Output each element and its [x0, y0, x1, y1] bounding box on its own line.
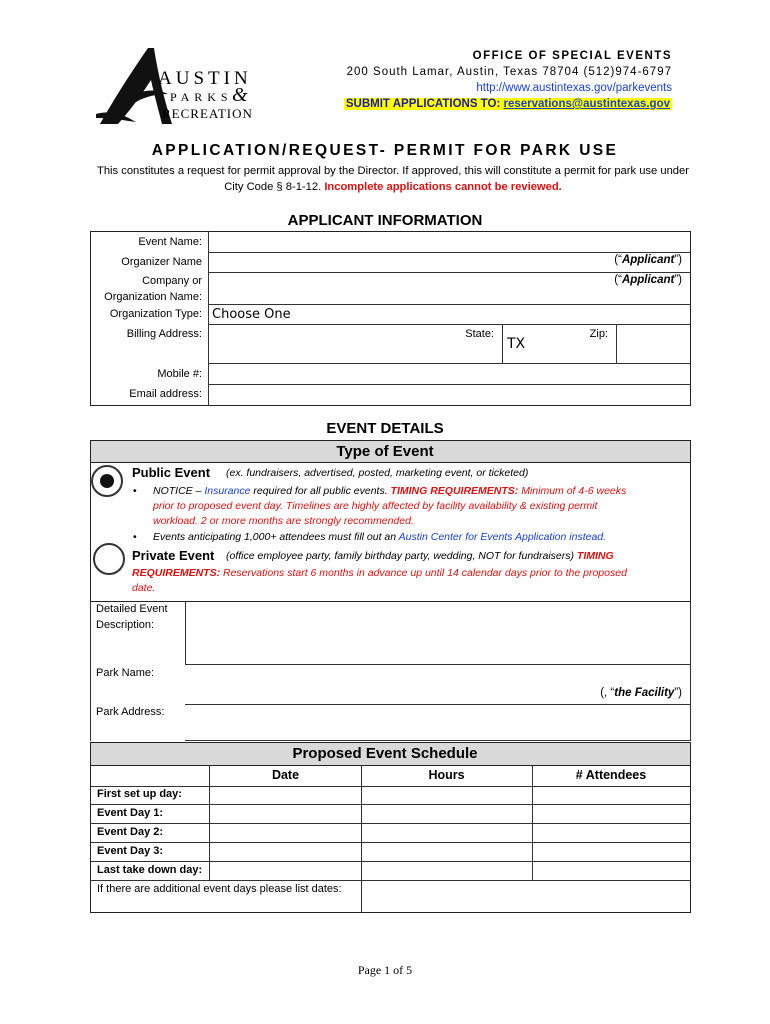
detailed-label-line1: Detailed Event — [96, 603, 168, 615]
column-attendees: # Attendees — [575, 768, 647, 782]
schedule-row-setup: First set up day: — [97, 788, 182, 800]
insurance-notice-line1 — [153, 484, 673, 500]
large-events-notice — [153, 530, 606, 546]
email-input[interactable] — [210, 386, 690, 404]
private-requirements-line2: date. — [132, 582, 156, 594]
event-description-input[interactable] — [187, 603, 689, 663]
notice-text: required for all public events. — [250, 485, 391, 497]
event-details-heading: EVENT DETAILS — [326, 420, 444, 437]
austin-center-events-link[interactable]: Austin Center for Events Application instead. — [398, 531, 607, 543]
intro-text: This constitutes a request for permit approval by the Director. If approved, this will constitute a permit for park use under City Code § 8-1-12. — [97, 165, 689, 193]
additional-days-label: If there are additional event days please list dates: — [97, 883, 342, 895]
facility-note — [600, 687, 682, 699]
public-event-label: Public Event — [132, 465, 211, 480]
schedule-row-day2: Event Day 2: — [97, 826, 164, 838]
quote-open: (“ — [614, 274, 622, 286]
email-label: Email address: — [129, 388, 202, 400]
notice-timing-text: Minimum of 4-6 weeks — [518, 485, 627, 497]
park-name-label: Park Name: — [96, 667, 155, 679]
park-name-input[interactable] — [187, 680, 577, 702]
insurance-notice-line2: prior to proposed event day. Timelines are highly affected by facility availability & existing permit — [153, 500, 598, 512]
type-of-event-title: Type of Event — [336, 443, 434, 460]
company-label-line1: Company or — [142, 275, 202, 287]
private-event-radio[interactable] — [93, 543, 125, 575]
page-number: Page 1 of 5 — [357, 963, 413, 977]
park-address-label: Park Address: — [96, 706, 165, 718]
logo-text-recreation: RECREATION — [162, 106, 253, 121]
schedule-row-day1: Event Day 1: — [97, 807, 164, 819]
applicant-note-company — [614, 274, 682, 286]
state-input[interactable]: TX — [507, 336, 526, 352]
logo-text-austin: AUSTIN — [158, 68, 252, 89]
company-name-input[interactable] — [210, 274, 590, 302]
schedule-heading: Proposed Event Schedule — [292, 745, 478, 762]
organizer-name-input[interactable] — [210, 254, 590, 271]
event-name-input[interactable] — [210, 234, 690, 251]
quote-open: (“ — [614, 254, 622, 266]
large-events-text: Events anticipating 1,000+ attendees must fill out an — [153, 531, 399, 543]
intro-warning: Incomplete applications cannot be reviewed. — [324, 181, 562, 193]
logo-text-amp: & — [232, 84, 248, 106]
billing-address-label: Billing Address: — [126, 328, 202, 340]
private-desc-text: (office employee party, family birthday party, wedding, NOT for fundraisers) — [226, 550, 577, 562]
private-timing-label: TIMING — [576, 550, 614, 562]
submit-email-link[interactable]: reservations@austintexas.gov — [503, 98, 670, 110]
facility-word: the Facility — [614, 687, 675, 699]
organizer-name-label: Organizer Name — [121, 256, 202, 268]
column-date: Date — [271, 768, 300, 782]
detailed-label-line2: Description: — [96, 619, 155, 631]
public-event-description: (ex. fundraisers, advertised, posted, marketing event, or ticketed) — [226, 467, 529, 479]
insurance-link[interactable]: Insurance — [204, 485, 251, 497]
event-name-label: Event Name: — [138, 236, 202, 248]
private-event-description — [226, 549, 614, 565]
applicant-note-organizer — [614, 254, 682, 266]
notice-prefix: NOTICE – — [153, 485, 205, 497]
quote-close: ”) — [674, 254, 682, 266]
additional-days-input[interactable] — [363, 882, 690, 912]
schedule-row-takedown: Last take down day: — [97, 864, 203, 876]
park-address-input[interactable] — [187, 706, 689, 738]
bullet-marker: • — [133, 531, 137, 543]
timing-requirements-label: TIMING REQUIREMENTS: — [390, 485, 519, 497]
page-title: APPLICATION/REQUEST- PERMIT FOR PARK USE — [151, 142, 619, 159]
applicant-word: Applicant — [621, 274, 675, 286]
office-address: 200 South Lamar, Austin, Texas 78704 (512)974-6797 — [346, 66, 672, 78]
zip-label: Zip: — [589, 328, 608, 340]
insurance-notice-line3: workload. 2 or more months are strongly recommended. — [153, 515, 414, 527]
organization-type-label: Organization Type: — [109, 308, 202, 320]
private-event-label: Private Event — [132, 548, 215, 563]
schedule-row-day3: Event Day 3: — [97, 845, 164, 857]
public-event-radio[interactable] — [91, 465, 123, 497]
detailed-description-label — [96, 601, 168, 633]
private-requirements-label: REQUIREMENTS: — [132, 567, 221, 579]
facility-quote-close: ”) — [674, 687, 682, 699]
office-title: OFFICE OF SPECIAL EVENTS — [472, 50, 672, 62]
column-hours: Hours — [428, 768, 465, 782]
submit-applications-banner — [344, 98, 672, 110]
submit-label: SUBMIT APPLICATIONS TO: — [345, 98, 504, 110]
office-contact-block — [344, 48, 672, 112]
applicant-info-heading: APPLICANT INFORMATION — [287, 212, 483, 229]
bullet-marker: • — [133, 485, 137, 497]
applicant-word: Applicant — [621, 254, 675, 266]
logo-text-parks: PARKS — [170, 90, 233, 104]
organization-type-select[interactable]: Choose One — [212, 307, 291, 322]
private-requirements-line1 — [132, 566, 627, 582]
company-label-line2: Organization Name: — [104, 291, 202, 303]
office-url-link[interactable]: http://www.austintexas.gov/parkevents — [476, 82, 672, 94]
intro-paragraph — [96, 163, 690, 195]
facility-quote-open: (, “ — [600, 687, 615, 699]
state-label: State: — [465, 328, 494, 340]
mobile-label: Mobile #: — [157, 368, 202, 380]
mobile-input[interactable] — [210, 366, 690, 383]
private-requirements-text: Reservations start 6 months in advance up until 14 calendar days prior to the proposed — [220, 567, 627, 579]
zip-input[interactable] — [618, 326, 690, 362]
quote-close: ”) — [674, 274, 682, 286]
billing-address-input[interactable] — [210, 326, 500, 362]
austin-parks-logo — [96, 44, 260, 126]
